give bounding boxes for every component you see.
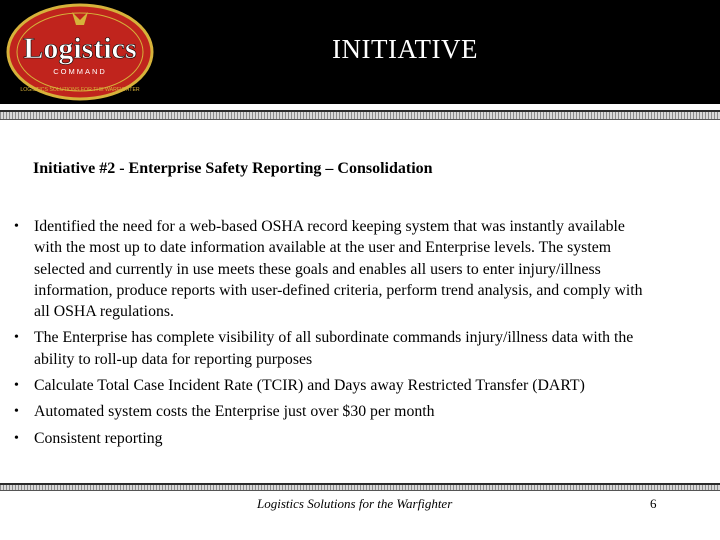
bullet-item <box>14 327 644 370</box>
slide-title: INITIATIVE <box>332 34 478 64</box>
bullet-item <box>14 428 644 449</box>
bottom-divider <box>0 483 720 491</box>
slide-header <box>0 0 720 104</box>
bullet-marker: • <box>14 330 19 346</box>
bullet-item <box>14 216 644 322</box>
bullet-text: Consistent reporting <box>34 429 163 447</box>
bullet-list <box>14 216 644 454</box>
bullet-marker: • <box>14 430 19 446</box>
bullet-text: The Enterprise has complete visibility of all subordinate commands injury/illness data with the ability to roll-up data for reporting purposes <box>34 329 634 368</box>
top-divider <box>0 110 720 120</box>
bullet-text: Automated system costs the Enterprise just over $30 per month <box>34 403 435 421</box>
initiative-subtitle: Initiative #2 - Enterprise Safety Reporting – Consolidation <box>33 160 433 177</box>
logo-subtext: COMMAND <box>53 67 107 76</box>
bullet-marker: • <box>14 219 19 234</box>
bullet-text: Calculate Total Case Incident Rate (TCIR) and Days away Restricted Transfer (DART) <box>34 377 585 395</box>
logo-tagline: LOGISTICS SOLUTIONS FOR THE WARFIGHTER <box>20 87 140 93</box>
page-number: 6 <box>650 496 657 511</box>
footer-tagline: Logistics Solutions for the Warfighter <box>257 496 453 511</box>
bullet-item <box>14 375 644 396</box>
bullet-item <box>14 401 644 422</box>
bullet-marker: • <box>14 404 19 420</box>
logistics-command-logo <box>6 3 154 101</box>
bullet-text: Identified the need for a web-based OSHA record keeping system that was instantly available with the most up to date information available at the user and Enterprise levels. The system selected and currently in use meets these goals and enables all users to enter injury/illness information, produce reports with user-defined criteria, perform trend analysis, and comply with all OSHA regulations. <box>34 218 643 321</box>
logo-wordmark: Logistics <box>23 32 137 65</box>
bullet-marker: • <box>14 378 19 394</box>
